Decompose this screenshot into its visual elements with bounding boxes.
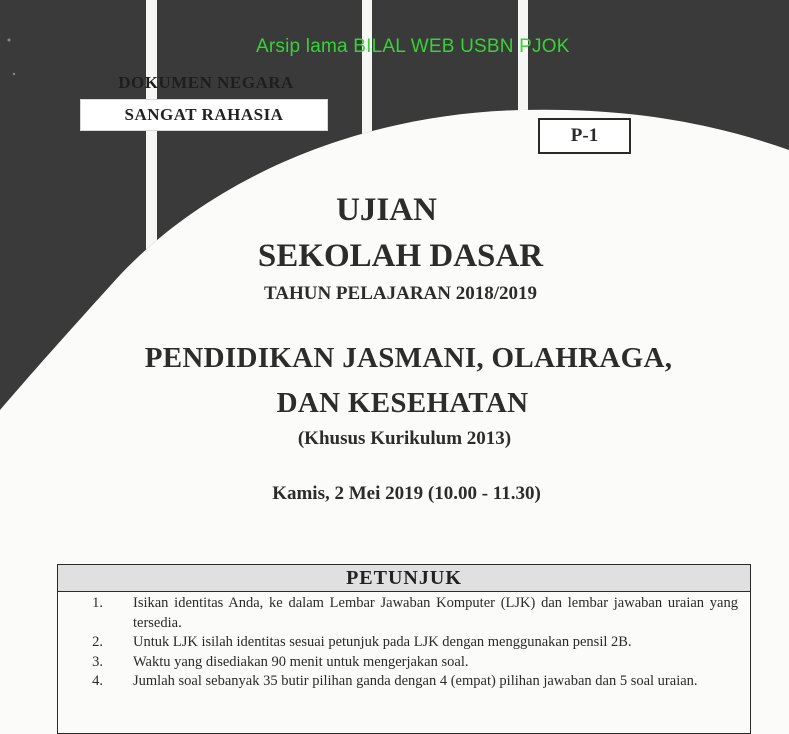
list-item: [58, 633, 738, 653]
item-number: 1.: [92, 595, 103, 611]
exam-schedule: Kamis, 2 Mei 2019 (10.00 - 11.30): [272, 483, 541, 504]
watermark-text: Arsip lama BILAL WEB USBN PJOK: [256, 36, 570, 57]
item-number: 2.: [92, 634, 103, 650]
secrecy-label: SANGAT RAHASIA: [80, 99, 328, 131]
academic-year: TAHUN PELAJARAN 2018/2019: [263, 283, 538, 304]
package-code: P-1: [538, 118, 631, 154]
item-text: Jumlah soal sebanyak 35 butir pilihan ganda dengan 4 (empat) pilihan jawaban dan 5 soal uraian.: [133, 673, 698, 689]
list-item: [58, 653, 738, 673]
item-text: Isikan identitas Anda, ke dalam Lembar Jawaban Komputer (LJK) dan lembar jawaban uraian yang tersedia.: [133, 595, 738, 631]
item-text: Untuk LJK isilah identitas sesuai petunjuk pada LJK dengan menggunakan pensil 2B.: [133, 634, 632, 650]
school-level: SEKOLAH DASAR: [257, 238, 544, 274]
instructions-panel: [57, 564, 751, 734]
list-item: [58, 594, 738, 633]
document-classification: DOKUMEN NEGARA: [118, 73, 294, 92]
instructions-list: [58, 592, 750, 692]
curriculum-note: (Khusus Kurikulum 2013): [297, 428, 512, 449]
item-number: 3.: [92, 653, 103, 670]
instructions-heading: PETUNJUK: [58, 565, 750, 592]
subject-title-line1: PENDIDIKAN JASMANI, OLAHRAGA,: [144, 342, 673, 374]
exam-title: UJIAN: [336, 192, 437, 228]
subject-title-line2: DAN KESEHATAN: [276, 387, 529, 419]
item-text: Waktu yang disediakan 90 menit untuk mengerjakan soal.: [133, 653, 469, 670]
list-item: [58, 672, 738, 692]
item-number: 4.: [92, 673, 103, 689]
